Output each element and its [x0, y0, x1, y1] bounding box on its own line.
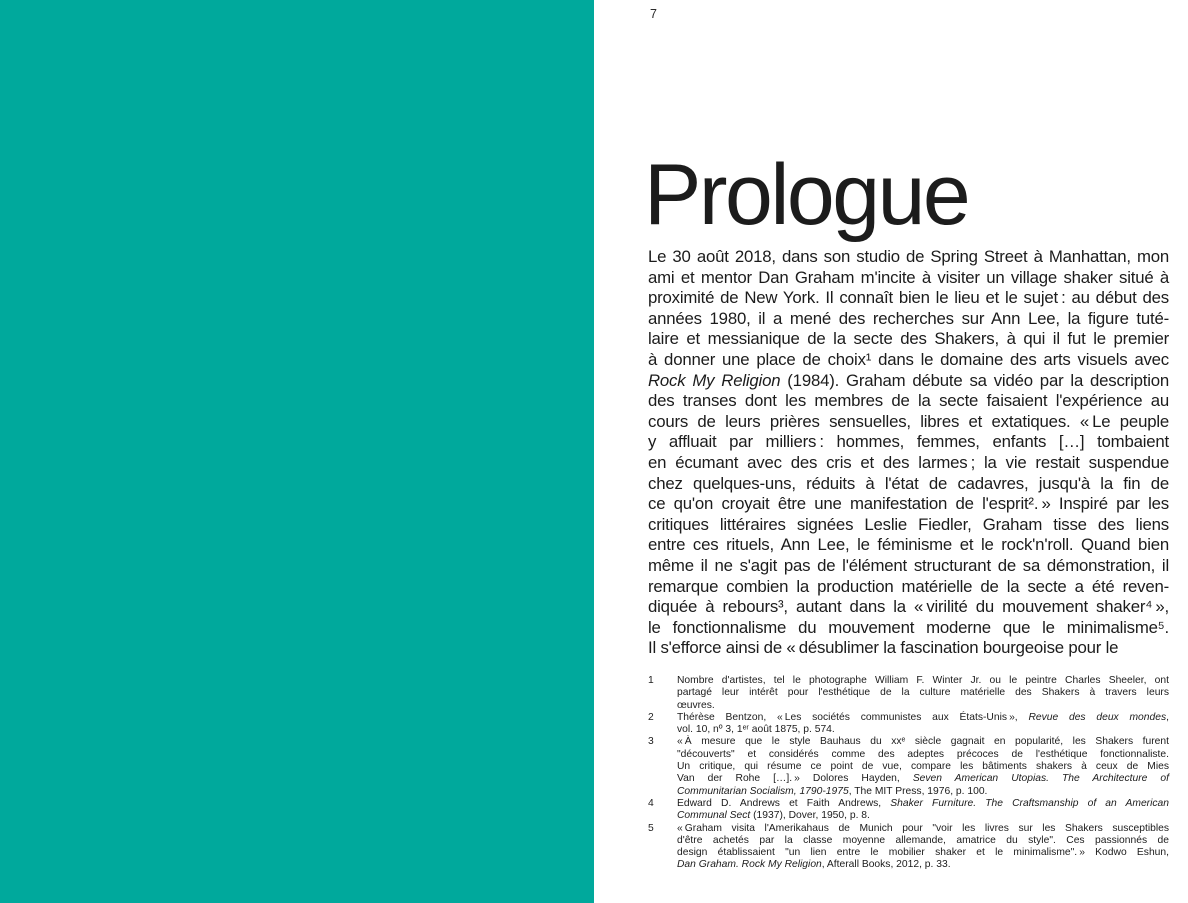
text-line: laire et messianique de la secte des Shakers, à qui il fut le premier	[648, 329, 1169, 349]
text-line: y affluait par milliers : hommes, femmes, enfants […] tombaient	[648, 432, 1169, 452]
text-line: Thérèse Bentzon, « Les sociétés communistes aux États-Unis », Revue des deux mondes,	[677, 711, 1169, 723]
footnote	[648, 712, 1169, 737]
text-line: Edward D. Andrews et Faith Andrews, Shaker Furniture. The Craftsmanship of an American	[677, 797, 1169, 809]
text-line: chez quelques-uns, réduits à l'état de cadavres, jusqu'à la fin de	[648, 473, 1169, 493]
footnote-text	[677, 823, 1169, 872]
footnote-number: 1	[648, 675, 654, 686]
text-line: entre ces rituels, Ann Lee, le féminisme et le rock'n'roll. Quand bien	[648, 535, 1169, 555]
text-line: « Graham visita l'Amerikahaus de Munich pour "voir les livres sur les Shakers susceptibles	[677, 822, 1169, 834]
text-line: même il ne s'agit pas de l'élément structurant de sa démonstration, il	[648, 555, 1169, 575]
text-line: vol. 10, nº 3, 1ᵉʳ août 1875, p. 574.	[677, 724, 835, 736]
text-line: Il s'efforce ainsi de « désublimer la fascination bourgeoise pour le	[648, 638, 1119, 658]
body-text	[648, 247, 1169, 659]
text-line: remarque combien la production matérielle de la secte a été reven-	[648, 576, 1169, 596]
text-line: cours de leurs prières sensuelles, libres et extatiques. « Le peuple	[648, 411, 1169, 431]
text-line: partagé leur intérêt pour l'esthétique de la culture matérielle des Shakers à travers leurs	[677, 687, 1169, 699]
page-number: 7	[650, 7, 657, 21]
text-line: Van der Rohe […]. » Dolores Hayden, Seven American Utopias. The Architecture of	[677, 773, 1169, 785]
text-line: œuvres.	[677, 699, 715, 711]
text-line: proximité de New York. Il connaît bien le lieu et le sujet : au début des	[648, 288, 1169, 308]
text-line: ami et mentor Dan Graham m'incite à visiter un village shaker situé à	[648, 267, 1169, 287]
text-line: années 1980, il a mené des recherches sur Ann Lee, la figure tuté-	[648, 308, 1169, 328]
chapter-title: Prologue	[644, 147, 969, 243]
footnote-text	[677, 675, 1169, 712]
text-line: design établissaient "un lien entre le mobilier shaker et le minimalisme". » Kodwo Eshun,	[677, 847, 1169, 859]
text-line: Un critique, qui résume ce point de vue, compare les bâtiments shakers à ceux de Mies	[677, 761, 1169, 773]
footnote-number: 5	[648, 822, 654, 834]
text-line: Dan Graham. Rock My Religion, Afterall Books, 2012, p. 33.	[677, 859, 951, 871]
text-line: « À mesure que le style Bauhaus du xxᵉ siècle gagnait en popularité, les Shakers furent	[677, 736, 1169, 748]
text-line: diquée à rebours³, autant dans la « virilité du mouvement shaker⁴ »,	[648, 597, 1169, 617]
footnote-number: 2	[648, 711, 654, 723]
footnotes	[648, 675, 1169, 872]
text-line: Nombre d'artistes, tel le photographe William F. Winter Jr. ou le peintre Charles Sheeler, ont	[677, 675, 1169, 686]
footnote-number: 3	[648, 736, 654, 748]
text-line: ce qu'on croyait être une manifestation de l'esprit². » Inspiré par les	[648, 494, 1169, 514]
footnote-text	[677, 798, 1169, 823]
footnote	[648, 736, 1169, 797]
footnote	[648, 823, 1169, 872]
text-line: Communitarian Socialism, 1790-1975, The MIT Press, 1976, p. 100.	[677, 785, 988, 797]
text-line: des transes dont les membres de la secte faisaient l'expérience au	[648, 391, 1169, 411]
text-line: "découverts" et considérés comme des adeptes précoces de l'esthétique fonctionnaliste.	[677, 748, 1169, 760]
text-line: critiques littéraires signées Leslie Fiedler, Graham tisse des liens	[648, 514, 1169, 534]
text-line: en écumant avec des cris et des larmes ; la vie restait suspendue	[648, 452, 1169, 472]
text-line: Le 30 août 2018, dans son studio de Spring Street à Manhattan, mon	[648, 247, 1169, 266]
footnote-text	[677, 736, 1169, 797]
text-line: le fonctionnalisme du mouvement moderne que le minimalisme⁵.	[648, 617, 1169, 637]
text-line: Communal Sect (1937), Dover, 1950, p. 8.	[677, 810, 870, 822]
text-line: d'être achetés par la classe moyenne allemande, amatrice du style". Ces passionnés de	[677, 834, 1169, 846]
footnote-text	[677, 712, 1169, 737]
footnote	[648, 798, 1169, 823]
footnote-number: 4	[648, 797, 654, 809]
text-line: à donner une place de choix¹ dans le domaine des arts visuels avec	[648, 349, 1169, 369]
footnote	[648, 675, 1169, 712]
text-line: Rock My Religion (1984). Graham débute sa vidéo par la description	[648, 370, 1169, 390]
